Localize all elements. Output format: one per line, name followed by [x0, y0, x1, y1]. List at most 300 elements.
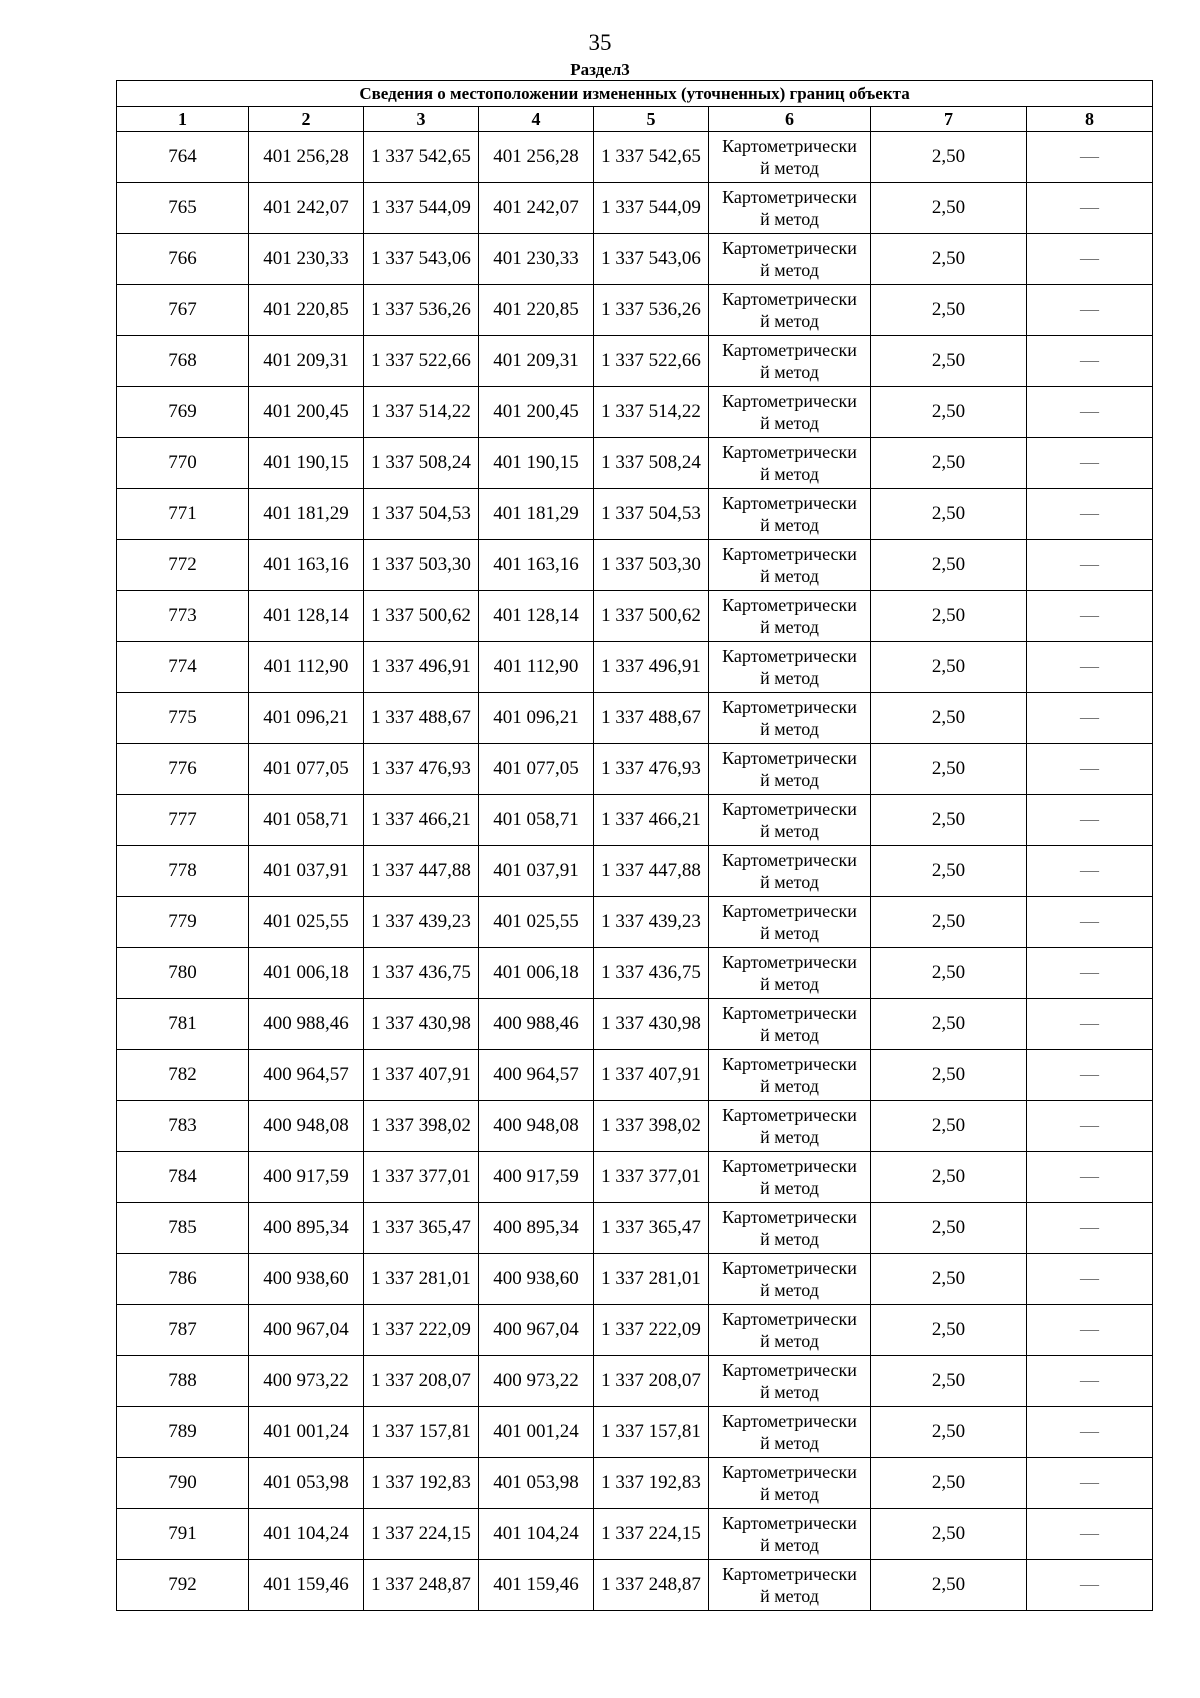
coordinate-cell: 401 058,71 [249, 795, 364, 846]
empty-dash-cell: — [1027, 285, 1153, 336]
coordinate-cell: 400 988,46 [249, 999, 364, 1050]
accuracy-cell: 2,50 [871, 540, 1027, 591]
coordinate-cell: 401 001,24 [479, 1407, 594, 1458]
method-line: й метод [760, 1178, 819, 1198]
method-line: й метод [760, 821, 819, 841]
coordinate-cell: 1 337 439,23 [364, 897, 479, 948]
method-line: Картометрически [722, 799, 857, 819]
empty-dash-cell: — [1027, 540, 1153, 591]
coordinate-cell: 1 337 157,81 [364, 1407, 479, 1458]
empty-dash-cell: — [1027, 489, 1153, 540]
method-line: й метод [760, 1433, 819, 1453]
table-row [117, 1305, 1153, 1356]
table-row [117, 1509, 1153, 1560]
coordinate-cell: 401 001,24 [249, 1407, 364, 1458]
coordinate-cell: 1 337 248,87 [364, 1560, 479, 1611]
method-line: Картометрически [722, 1513, 857, 1533]
coordinate-cell: 1 337 496,91 [364, 642, 479, 693]
coordinate-cell: 400 967,04 [249, 1305, 364, 1356]
method-line: й метод [760, 770, 819, 790]
table-row [117, 744, 1153, 795]
point-number-cell: 780 [117, 948, 249, 999]
method-line: й метод [760, 872, 819, 892]
coordinate-cell: 1 337 430,98 [594, 999, 709, 1050]
empty-dash-cell: — [1027, 795, 1153, 846]
method-line: й метод [760, 1229, 819, 1249]
method-line: й метод [760, 1535, 819, 1555]
accuracy-cell: 2,50 [871, 1356, 1027, 1407]
coordinate-cell: 1 337 488,67 [364, 693, 479, 744]
method-line: Картометрически [722, 1105, 857, 1125]
empty-dash-cell: — [1027, 183, 1153, 234]
coordinate-cell: 1 337 466,21 [594, 795, 709, 846]
coordinate-cell: 401 006,18 [479, 948, 594, 999]
accuracy-cell: 2,50 [871, 1560, 1027, 1611]
empty-dash-cell: — [1027, 591, 1153, 642]
coordinate-cell: 401 053,98 [249, 1458, 364, 1509]
point-number-cell: 764 [117, 132, 249, 183]
method-line: й метод [760, 1586, 819, 1606]
method-cell [709, 693, 871, 744]
method-line: Картометрически [722, 901, 857, 921]
method-line: й метод [760, 311, 819, 331]
method-line: Картометрически [722, 748, 857, 768]
coordinate-cell: 401 058,71 [479, 795, 594, 846]
accuracy-cell: 2,50 [871, 1203, 1027, 1254]
coordinate-cell: 1 337 544,09 [364, 183, 479, 234]
coordinate-cell: 401 096,21 [479, 693, 594, 744]
accuracy-cell: 2,50 [871, 1458, 1027, 1509]
accuracy-cell: 2,50 [871, 438, 1027, 489]
coordinate-cell: 400 948,08 [249, 1101, 364, 1152]
point-number-cell: 768 [117, 336, 249, 387]
coordinate-cell: 1 337 430,98 [364, 999, 479, 1050]
method-line: Картометрически [722, 1258, 857, 1278]
table-row [117, 948, 1153, 999]
coordinate-cell: 401 200,45 [249, 387, 364, 438]
point-number-cell: 778 [117, 846, 249, 897]
coordinate-cell: 401 242,07 [249, 183, 364, 234]
method-line: й метод [760, 1382, 819, 1402]
table-row [117, 1407, 1153, 1458]
table-row [117, 1356, 1153, 1407]
coordinate-cell: 401 242,07 [479, 183, 594, 234]
empty-dash-cell: — [1027, 693, 1153, 744]
coordinate-cell: 401 256,28 [249, 132, 364, 183]
coordinate-cell: 401 104,24 [249, 1509, 364, 1560]
method-cell [709, 897, 871, 948]
table-row [117, 183, 1153, 234]
table-row [117, 132, 1153, 183]
method-line: й метод [760, 566, 819, 586]
method-line: Картометрически [722, 1207, 857, 1227]
method-line: Картометрически [722, 544, 857, 564]
column-number: 3 [364, 107, 479, 132]
coordinate-cell: 401 112,90 [249, 642, 364, 693]
coordinate-cell: 1 337 503,30 [364, 540, 479, 591]
coordinate-cell: 1 337 447,88 [364, 846, 479, 897]
method-cell [709, 795, 871, 846]
table-row [117, 846, 1153, 897]
method-line: й метод [760, 1484, 819, 1504]
coordinate-cell: 1 337 536,26 [364, 285, 479, 336]
coordinate-cell: 1 337 224,15 [364, 1509, 479, 1560]
method-line: й метод [760, 1076, 819, 1096]
method-cell [709, 1560, 871, 1611]
accuracy-cell: 2,50 [871, 642, 1027, 693]
coordinate-cell: 1 337 514,22 [364, 387, 479, 438]
method-cell [709, 1152, 871, 1203]
coordinate-cell: 401 025,55 [249, 897, 364, 948]
point-number-cell: 781 [117, 999, 249, 1050]
point-number-cell: 775 [117, 693, 249, 744]
coordinate-cell: 1 337 377,01 [364, 1152, 479, 1203]
coordinate-cell: 1 337 544,09 [594, 183, 709, 234]
coordinate-cell: 401 128,14 [479, 591, 594, 642]
point-number-cell: 770 [117, 438, 249, 489]
coordinate-cell: 401 163,16 [249, 540, 364, 591]
accuracy-cell: 2,50 [871, 336, 1027, 387]
empty-dash-cell: — [1027, 999, 1153, 1050]
method-line: Картометрически [722, 1462, 857, 1482]
coordinate-cell: 401 128,14 [249, 591, 364, 642]
empty-dash-cell: — [1027, 846, 1153, 897]
coordinate-cell: 1 337 208,07 [364, 1356, 479, 1407]
point-number-cell: 771 [117, 489, 249, 540]
point-number-cell: 765 [117, 183, 249, 234]
empty-dash-cell: — [1027, 1050, 1153, 1101]
coordinate-cell: 1 337 504,53 [594, 489, 709, 540]
point-number-cell: 786 [117, 1254, 249, 1305]
method-cell [709, 1305, 871, 1356]
coordinate-cell: 401 209,31 [479, 336, 594, 387]
accuracy-cell: 2,50 [871, 1152, 1027, 1203]
coordinate-cell: 401 190,15 [249, 438, 364, 489]
empty-dash-cell: — [1027, 1152, 1153, 1203]
method-line: й метод [760, 1331, 819, 1351]
method-cell [709, 183, 871, 234]
method-cell [709, 438, 871, 489]
method-line: й метод [760, 668, 819, 688]
coordinate-cell: 1 337 365,47 [594, 1203, 709, 1254]
method-cell [709, 1458, 871, 1509]
coordinate-cell: 401 163,16 [479, 540, 594, 591]
coordinate-cell: 1 337 514,22 [594, 387, 709, 438]
table-row [117, 438, 1153, 489]
coordinate-cell: 1 337 222,09 [364, 1305, 479, 1356]
point-number-cell: 791 [117, 1509, 249, 1560]
method-line: Картометрически [722, 646, 857, 666]
column-number: 8 [1027, 107, 1153, 132]
coordinate-cell: 1 337 377,01 [594, 1152, 709, 1203]
method-cell [709, 540, 871, 591]
method-line: Картометрически [722, 952, 857, 972]
empty-dash-cell: — [1027, 1254, 1153, 1305]
method-line: й метод [760, 260, 819, 280]
coordinate-cell: 401 220,85 [249, 285, 364, 336]
coordinate-cell: 1 337 496,91 [594, 642, 709, 693]
method-line: й метод [760, 464, 819, 484]
method-line: Картометрически [722, 1054, 857, 1074]
method-line: Картометрически [722, 493, 857, 513]
coordinate-cell: 1 337 192,83 [364, 1458, 479, 1509]
coordinate-cell: 1 337 543,06 [594, 234, 709, 285]
point-number-cell: 773 [117, 591, 249, 642]
coordinate-cell: 1 337 522,66 [594, 336, 709, 387]
coordinate-cell: 1 337 542,65 [594, 132, 709, 183]
method-cell [709, 387, 871, 438]
empty-dash-cell: — [1027, 744, 1153, 795]
method-line: Картометрически [722, 340, 857, 360]
method-cell [709, 1356, 871, 1407]
table-row [117, 387, 1153, 438]
section-label: Раздел3 [570, 60, 630, 79]
column-number: 5 [594, 107, 709, 132]
accuracy-cell: 2,50 [871, 1407, 1027, 1458]
method-line: й метод [760, 1127, 819, 1147]
column-number-row [117, 107, 1153, 132]
coordinate-cell: 401 053,98 [479, 1458, 594, 1509]
point-number-cell: 790 [117, 1458, 249, 1509]
table-row [117, 489, 1153, 540]
table-row [117, 999, 1153, 1050]
accuracy-cell: 2,50 [871, 846, 1027, 897]
coordinate-cell: 1 337 488,67 [594, 693, 709, 744]
accuracy-cell: 2,50 [871, 591, 1027, 642]
accuracy-cell: 2,50 [871, 999, 1027, 1050]
point-number-cell: 785 [117, 1203, 249, 1254]
table-body [117, 132, 1153, 1611]
empty-dash-cell: — [1027, 642, 1153, 693]
table-row [117, 642, 1153, 693]
coordinate-cell: 401 181,29 [249, 489, 364, 540]
empty-dash-cell: — [1027, 438, 1153, 489]
coordinate-cell: 1 337 447,88 [594, 846, 709, 897]
table-row [117, 897, 1153, 948]
method-line: Картометрически [722, 1003, 857, 1023]
method-line: й метод [760, 1025, 819, 1045]
coordinate-cell: 401 220,85 [479, 285, 594, 336]
coordinate-cell: 400 895,34 [249, 1203, 364, 1254]
accuracy-cell: 2,50 [871, 234, 1027, 285]
accuracy-cell: 2,50 [871, 1305, 1027, 1356]
empty-dash-cell: — [1027, 1101, 1153, 1152]
table-row [117, 1254, 1153, 1305]
accuracy-cell: 2,50 [871, 948, 1027, 999]
method-cell [709, 1407, 871, 1458]
method-cell [709, 846, 871, 897]
method-line: Картометрически [722, 595, 857, 615]
method-line: й метод [760, 158, 819, 178]
table-row [117, 1203, 1153, 1254]
method-line: Картометрически [722, 697, 857, 717]
accuracy-cell: 2,50 [871, 387, 1027, 438]
empty-dash-cell: — [1027, 336, 1153, 387]
method-line: й метод [760, 974, 819, 994]
page-number: 35 [588, 30, 612, 55]
coordinate-cell: 401 112,90 [479, 642, 594, 693]
coordinate-cell: 1 337 398,02 [364, 1101, 479, 1152]
method-line: Картометрически [722, 1411, 857, 1431]
method-cell [709, 948, 871, 999]
method-cell [709, 234, 871, 285]
coordinate-cell: 1 337 542,65 [364, 132, 479, 183]
empty-dash-cell: — [1027, 1407, 1153, 1458]
coordinate-cell: 1 337 500,62 [364, 591, 479, 642]
method-line: й метод [760, 719, 819, 739]
method-line: й метод [760, 923, 819, 943]
method-cell [709, 1509, 871, 1560]
coordinate-cell: 1 337 508,24 [364, 438, 479, 489]
method-line: Картометрически [722, 850, 857, 870]
coordinate-cell: 400 988,46 [479, 999, 594, 1050]
table-row [117, 795, 1153, 846]
coordinate-cell: 400 967,04 [479, 1305, 594, 1356]
coordinate-cell: 1 337 439,23 [594, 897, 709, 948]
point-number-cell: 772 [117, 540, 249, 591]
coordinate-cell: 1 337 466,21 [364, 795, 479, 846]
empty-dash-cell: — [1027, 1203, 1153, 1254]
coordinate-cell: 401 077,05 [479, 744, 594, 795]
accuracy-cell: 2,50 [871, 1050, 1027, 1101]
coordinate-cell: 1 337 281,01 [364, 1254, 479, 1305]
method-line: Картометрически [722, 1309, 857, 1329]
method-cell [709, 1050, 871, 1101]
coordinate-cell: 1 337 281,01 [594, 1254, 709, 1305]
empty-dash-cell: — [1027, 1305, 1153, 1356]
accuracy-cell: 2,50 [871, 489, 1027, 540]
method-line: й метод [760, 617, 819, 637]
accuracy-cell: 2,50 [871, 1254, 1027, 1305]
method-cell [709, 489, 871, 540]
coordinate-cell: 400 917,59 [479, 1152, 594, 1203]
table-row [117, 693, 1153, 744]
coordinate-cell: 400 964,57 [479, 1050, 594, 1101]
coordinate-cell: 1 337 192,83 [594, 1458, 709, 1509]
empty-dash-cell: — [1027, 897, 1153, 948]
coordinate-cell: 1 337 476,93 [364, 744, 479, 795]
method-cell [709, 1101, 871, 1152]
coordinate-cell: 1 337 543,06 [364, 234, 479, 285]
coordinate-cell: 1 337 222,09 [594, 1305, 709, 1356]
table-row [117, 591, 1153, 642]
coordinate-cell: 1 337 248,87 [594, 1560, 709, 1611]
coordinate-cell: 400 973,22 [249, 1356, 364, 1407]
method-cell [709, 999, 871, 1050]
coordinate-cell: 400 948,08 [479, 1101, 594, 1152]
coordinate-cell: 1 337 476,93 [594, 744, 709, 795]
coordinate-cell: 400 938,60 [249, 1254, 364, 1305]
coordinate-cell: 401 077,05 [249, 744, 364, 795]
column-number: 1 [117, 107, 249, 132]
empty-dash-cell: — [1027, 234, 1153, 285]
method-line: Картометрически [722, 1360, 857, 1380]
column-number: 7 [871, 107, 1027, 132]
table-row [117, 1458, 1153, 1509]
coordinate-cell: 1 337 536,26 [594, 285, 709, 336]
point-number-cell: 766 [117, 234, 249, 285]
method-cell [709, 285, 871, 336]
coordinate-cell: 401 190,15 [479, 438, 594, 489]
coordinate-cell: 1 337 365,47 [364, 1203, 479, 1254]
table-row [117, 285, 1153, 336]
method-line: Картометрически [722, 442, 857, 462]
method-cell [709, 642, 871, 693]
method-cell [709, 336, 871, 387]
table-caption: Сведения о местоположении измененных (уточненных) границ объекта [117, 81, 1153, 107]
column-number: 2 [249, 107, 364, 132]
empty-dash-cell: — [1027, 948, 1153, 999]
coordinate-cell: 1 337 436,75 [364, 948, 479, 999]
accuracy-cell: 2,50 [871, 897, 1027, 948]
table-row [117, 336, 1153, 387]
method-line: Картометрически [722, 136, 857, 156]
empty-dash-cell: — [1027, 1509, 1153, 1560]
accuracy-cell: 2,50 [871, 693, 1027, 744]
method-cell [709, 1203, 871, 1254]
coordinate-cell: 401 096,21 [249, 693, 364, 744]
coordinate-cell: 1 337 504,53 [364, 489, 479, 540]
accuracy-cell: 2,50 [871, 285, 1027, 336]
point-number-cell: 782 [117, 1050, 249, 1101]
point-number-cell: 774 [117, 642, 249, 693]
coordinate-cell: 401 256,28 [479, 132, 594, 183]
coordinate-cell: 400 917,59 [249, 1152, 364, 1203]
accuracy-cell: 2,50 [871, 132, 1027, 183]
point-number-cell: 783 [117, 1101, 249, 1152]
empty-dash-cell: — [1027, 132, 1153, 183]
method-line: Картометрически [722, 289, 857, 309]
point-number-cell: 784 [117, 1152, 249, 1203]
column-number: 4 [479, 107, 594, 132]
method-line: Картометрически [722, 187, 857, 207]
method-line: Картометрически [722, 391, 857, 411]
boundary-table [116, 80, 1153, 1611]
coordinate-cell: 1 337 508,24 [594, 438, 709, 489]
table-row [117, 540, 1153, 591]
coordinate-cell: 401 159,46 [479, 1560, 594, 1611]
coordinate-cell: 1 337 398,02 [594, 1101, 709, 1152]
point-number-cell: 776 [117, 744, 249, 795]
accuracy-cell: 2,50 [871, 1101, 1027, 1152]
coordinate-cell: 1 337 500,62 [594, 591, 709, 642]
coordinate-cell: 1 337 436,75 [594, 948, 709, 999]
coordinate-cell: 400 964,57 [249, 1050, 364, 1101]
empty-dash-cell: — [1027, 1356, 1153, 1407]
coordinate-cell: 401 230,33 [249, 234, 364, 285]
coordinate-cell: 1 337 407,91 [364, 1050, 479, 1101]
accuracy-cell: 2,50 [871, 1509, 1027, 1560]
coordinate-cell: 400 938,60 [479, 1254, 594, 1305]
accuracy-cell: 2,50 [871, 744, 1027, 795]
coordinate-cell: 401 209,31 [249, 336, 364, 387]
method-cell [709, 744, 871, 795]
method-line: й метод [760, 362, 819, 382]
empty-dash-cell: — [1027, 1560, 1153, 1611]
coordinate-cell: 1 337 407,91 [594, 1050, 709, 1101]
column-number: 6 [709, 107, 871, 132]
method-line: Картометрически [722, 1156, 857, 1176]
point-number-cell: 788 [117, 1356, 249, 1407]
coordinate-cell: 1 337 224,15 [594, 1509, 709, 1560]
point-number-cell: 789 [117, 1407, 249, 1458]
coordinate-cell: 1 337 157,81 [594, 1407, 709, 1458]
method-cell [709, 591, 871, 642]
coordinate-cell: 401 037,91 [249, 846, 364, 897]
coordinate-cell: 401 025,55 [479, 897, 594, 948]
point-number-cell: 787 [117, 1305, 249, 1356]
table-row [117, 1050, 1153, 1101]
